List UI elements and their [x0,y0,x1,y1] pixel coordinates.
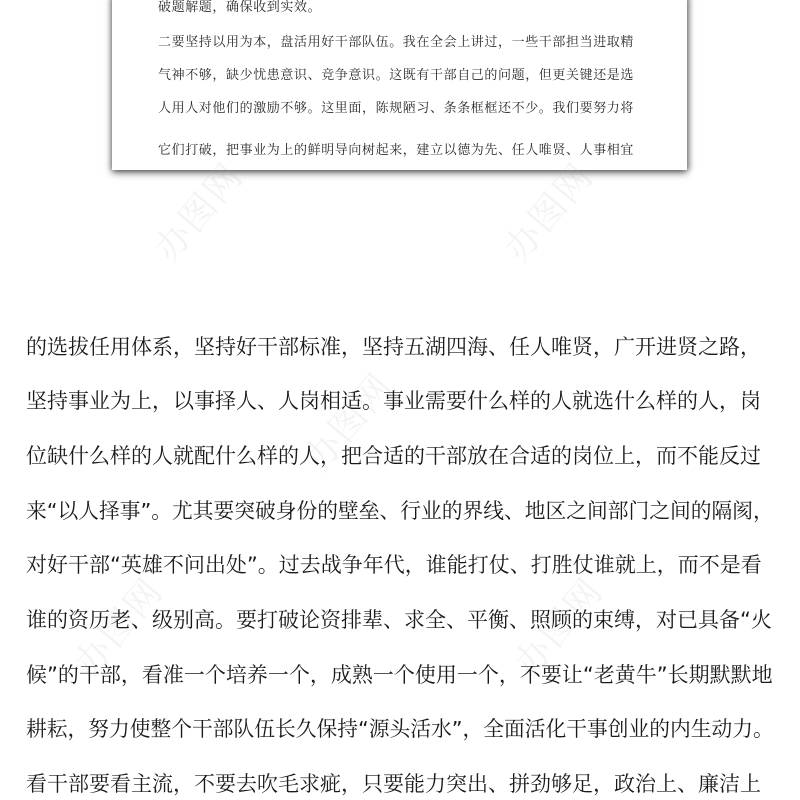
preview-line: 破题解题，确保收到实效。 [158,0,322,15]
body-line: 的选拔任用体系，坚持好干部标准，坚持五湖四海、任人唯贤，广开进贤之路， [26,335,761,359]
watermark: 办图网 [296,365,402,480]
document-preview-card [112,0,687,170]
body-line: 坚持事业为上，以事择人、人岗相适。事业需要什么样的人就选什么样的人，岗 [26,389,761,413]
preview-line: 它们打破，把事业为上的鲜明导向树起来，建立以德为先、任人唯贤、人事相宜 [158,143,635,158]
watermark: 办图网 [146,155,252,270]
watermark: 办图网 [506,570,612,685]
preview-line: 人用人对他们的激励不够。这里面，陈规陋习、条条框框还不少。我们要努力将 [158,101,635,116]
body-line: 对好干部“英雄不问出处”。过去战争年代，谁能打仗、打胜仗谁就上，而不是看 [26,553,762,577]
preview-line: 二要坚持以用为本，盘活用好干部队伍。我在全会上讲过，一些干部担当进取精 [158,35,635,50]
body-line: 耕耘，努力使整个干部队伍长久保持“源头活水”，全面活化干事创业的内生动力。 [26,717,774,741]
body-line: 看干部要看主流，不要去吹毛求疵，只要能力突出、拼劲够足，政治上、廉洁上 [26,772,761,796]
watermark: 办图网 [496,155,602,270]
body-line: 来“以人择事”。尤其要突破身份的壁垒、行业的界线、地区之间部门之间的隔阂， [26,499,774,523]
watermark: 办图网 [66,570,172,685]
body-line: 谁的资历老、级别高。要打破论资排辈、求全、平衡、照顾的束缚，对已具备“火 [26,608,772,632]
body-line: 候”的干部，看准一个培养一个，成熟一个使用一个，不要让“老黄牛”长期默默地 [26,663,773,687]
preview-line: 气神不够，缺少忧患意识、竞争意识。这既有干部自己的问题，但更关键还是选 [158,68,635,83]
body-line: 位缺什么样的人就配什么样的人，把合适的干部放在合适的岗位上，而不能反过 [26,444,761,468]
